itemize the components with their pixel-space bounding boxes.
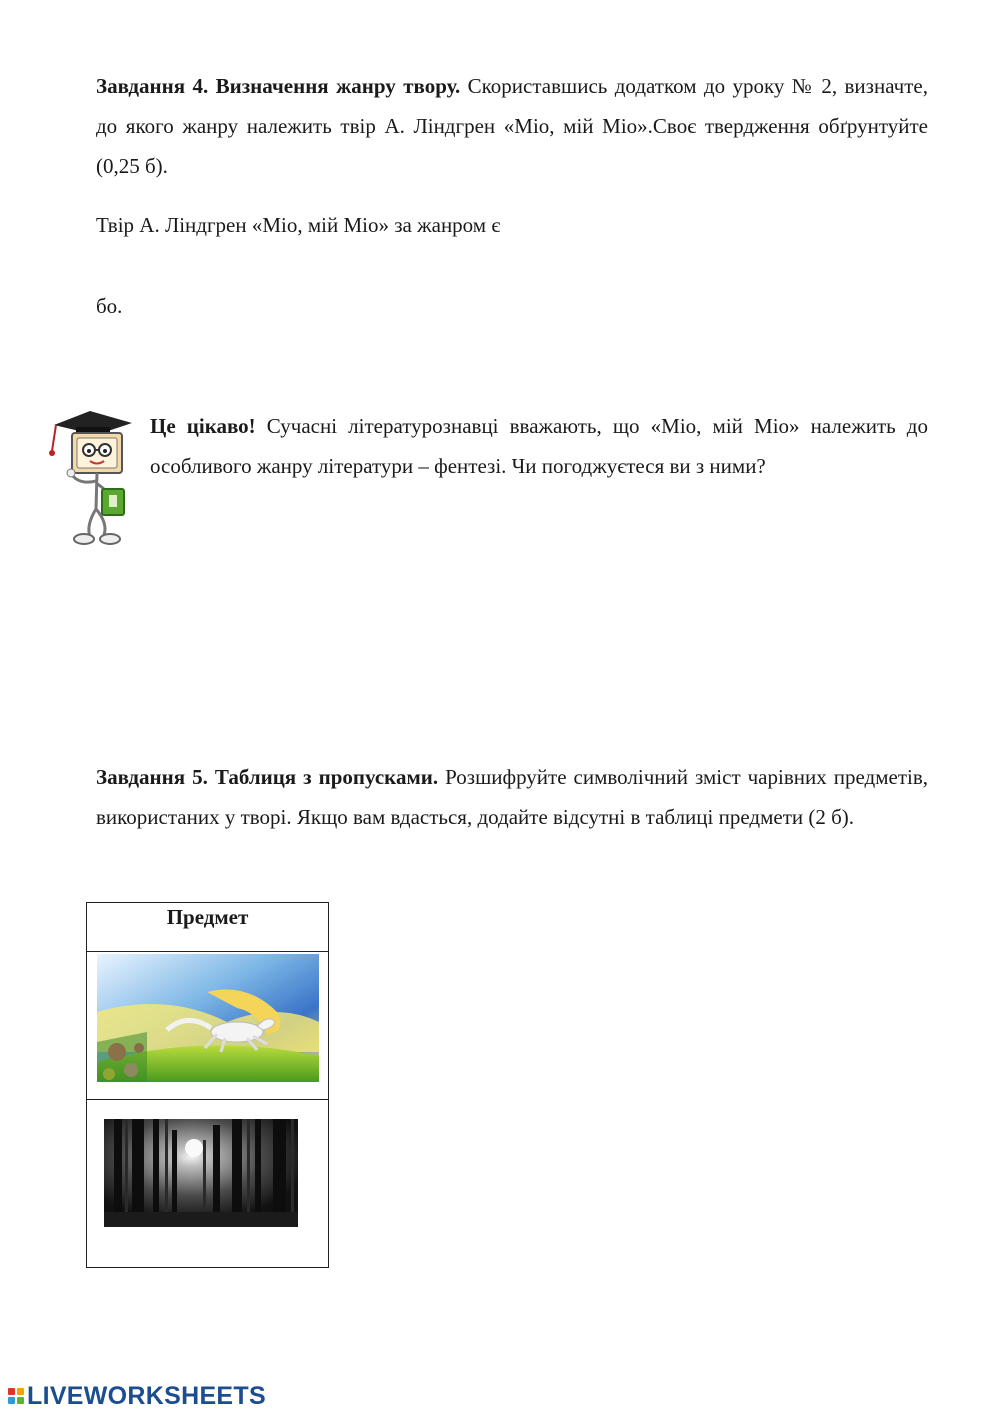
- task4-answer-prompt: Твір А. Ліндгрен «Міо, мій Міо» за жанром є: [96, 213, 501, 237]
- fact-box: [150, 406, 928, 486]
- task5-instructions: [96, 757, 928, 837]
- task4-instructions: [96, 66, 928, 186]
- table-header-object: Предмет: [87, 903, 329, 952]
- dark-forest-image: [87, 1100, 328, 1262]
- fact-heading: Це цікаво!: [150, 414, 256, 438]
- logo-text: LIVEWORKSHEETS: [27, 1381, 266, 1410]
- task5-text: Розшифруйте символічний зміст чарівних предметів, використаних у творі. Якщо вам вдасться, додайте відсутні в таблиці предмети (2 б).: [96, 765, 928, 829]
- task4-heading: Завдання 4. Визначення жанру твору.: [96, 74, 461, 98]
- professor-mascot-icon: [46, 405, 138, 547]
- logo-squares-icon: [8, 1388, 24, 1404]
- objects-table: [86, 902, 329, 1268]
- winged-horse-image: [87, 952, 328, 1094]
- fact-text: Сучасні літературознавці вважають, що «Міо, мій Міо» належить до особливого жанру літератури – фентезі. Чи погоджуєтеся ви з ними?: [150, 414, 928, 478]
- task4-text: Скориставшись додатком до уроку № 2, визначте, до якого жанру належить твір А. Ліндгрен «Міо, мій Міо».Своє твердження обґрунтуйте (0,25 б).: [96, 74, 928, 178]
- table-row: [87, 1100, 329, 1268]
- liveworksheets-logo: [8, 1381, 266, 1411]
- task4-because: бо.: [96, 294, 123, 318]
- task5-heading: Завдання 5. Таблиця з пропусками.: [96, 765, 439, 789]
- table-row: [87, 952, 329, 1100]
